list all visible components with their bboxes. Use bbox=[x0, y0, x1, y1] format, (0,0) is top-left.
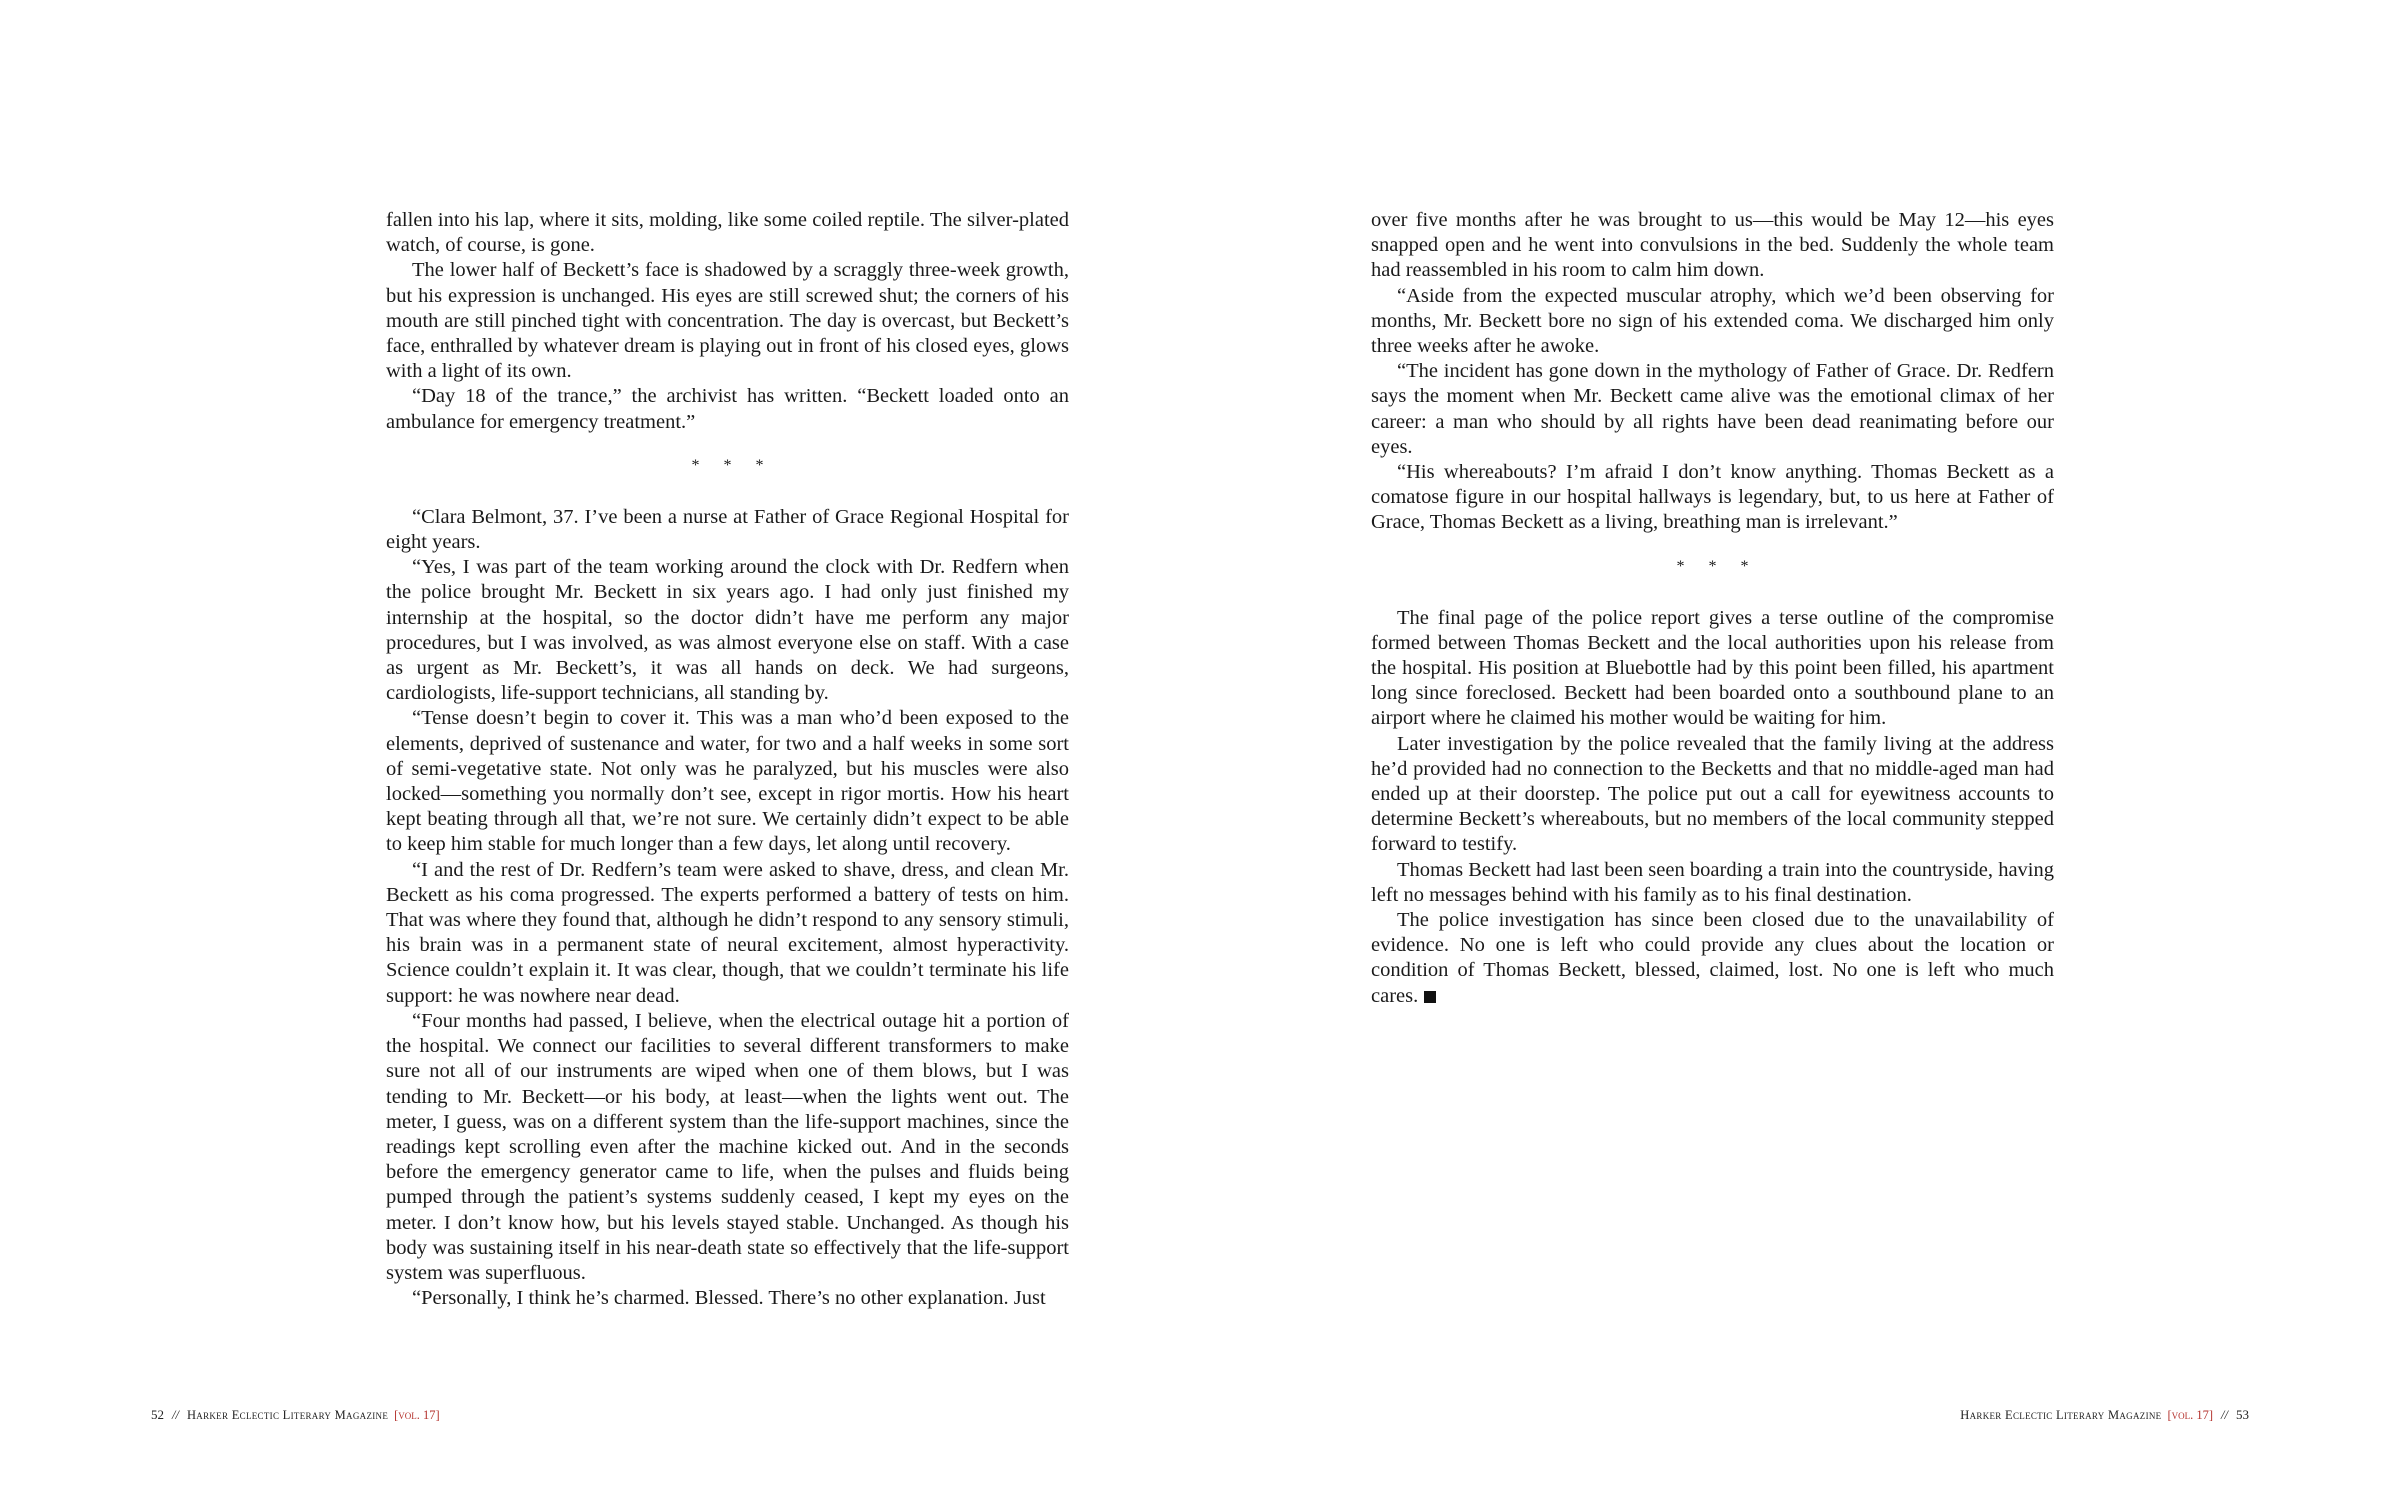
section-break: * * * bbox=[691, 456, 774, 474]
right-text-column bbox=[1371, 208, 2054, 1009]
right-paragraph-7: Thomas Beckett had last been seen boarding a train into the countryside, having left no messages behind with his family as to his final destination. bbox=[1371, 858, 2054, 906]
left-text-column bbox=[386, 208, 1069, 1311]
right-paragraph-1: over five months after he was brought to us—this would be May 12—his eyes snapped open and he went into convulsions in the bed. Suddenly the whole team had reassembled in his room to calm him down. bbox=[1371, 209, 2054, 282]
left-paragraph-5: “Yes, I was part of the team working around the clock with Dr. Redfern when the police brought Mr. Beckett in six years ago. I had only just finished my internship at the hospital, so the doctor didn’t have me perform any major procedures, but I was involved, as was almost everyone else on staff. With a case as urgent as Mr. Beckett’s, it was all hands on deck. We had surgeons, cardiologists, life-support technicians, all standing by. bbox=[386, 556, 1069, 705]
right-paragraph-5: The final page of the police report gives a terse outline of the compromise formed between Thomas Beckett and the local authorities upon his release from the hospital. His position at Bluebottle had by this point been filled, his apartment long since foreclosed. Beckett had been boarded onto a southbound plane to an airport where he claimed his mother would be waiting for him. bbox=[1371, 606, 2054, 730]
section-break: * * * bbox=[1676, 557, 1759, 575]
left-paragraph-3: “Day 18 of the trance,” the archivist has written. “Beckett loaded onto an ambulance for emergency treatment.” bbox=[386, 385, 1069, 433]
right-paragraph-4: “His whereabouts? I’m afraid I don’t know anything. Thomas Beckett as a comatose figure in our hospital hallways is legendary, but, to us here at Father of Grace, Thomas Beckett as a living, breathing man is irrelevant.” bbox=[1371, 461, 2054, 534]
left-paragraph-7: “I and the rest of Dr. Redfern’s team were asked to shave, dress, and clean Mr. Beckett as his coma progressed. The experts performed a battery of tests on him. That was where they found that, although he didn’t respond to any sensory stimuli, his brain was in a permanent state of neural excitement, almost hyperactivity. Science couldn’t explain it. It was clear, though, that we couldn’t terminate his life support: he was nowhere near dead. bbox=[386, 858, 1069, 1007]
right-paragraph-8 bbox=[1371, 908, 2054, 1009]
right-page bbox=[1200, 0, 2400, 1500]
right-paragraph-2: “Aside from the expected muscular atrophy, which we’d been observing for months, Mr. Beckett bore no sign of his extended coma. We discharged him only three weeks after he awoke. bbox=[1371, 284, 2054, 358]
left-paragraph-9: “Personally, I think he’s charmed. Blessed. There’s no other explanation. Just bbox=[412, 1287, 1046, 1310]
right-paragraph-6: Later investigation by the police revealed that the family living at the address he’d provided had no connection to the Becketts and that no middle-aged man had ended up at their doorstep. The police put out a call for eyewitness accounts to determine Beckett’s whereabouts, but no members of the local community stepped forward to testify. bbox=[1371, 732, 2054, 856]
folio-separator: // bbox=[2221, 1408, 2228, 1422]
left-paragraph-8: “Four months had passed, I believe, when the electrical outage hit a portion of the hospital. We connect our facilities to several different transformers to make sure not all of our instruments are wiped when one of them blows, but I was tending to Mr. Beckett—or his body, at least—when the lights went out. The meter, I guess, was on a different system than the life-support machines, since the readings kept scrolling even after the machine kicked out. And in the seconds before the emergency generator came to life, when the pulses and fluids being pumped through the patient’s systems suddenly ceased, I kept my eyes on the meter. I don’t know how, but his levels stayed stable. Unchanged. As though his body was sustaining itself in his near-death state so effectively that the life-support system was superfluous. bbox=[386, 1009, 1069, 1284]
left-paragraph-1: fallen into his lap, where it sits, molding, like some coiled reptile. The silver-plated watch, of course, is gone. bbox=[386, 209, 1069, 257]
volume-label: [vol. 17] bbox=[2167, 1408, 2214, 1422]
right-folio bbox=[1960, 1407, 2249, 1423]
right-paragraph-3: “The incident has gone down in the mythology of Father of Grace. Dr. Redfern says the moment when Mr. Beckett came alive was the emotional climax of her career: a man who should by all rights have been dead reanimating before our eyes. bbox=[1371, 360, 2054, 458]
folio-separator: // bbox=[172, 1408, 179, 1422]
end-mark-icon bbox=[1424, 991, 1436, 1003]
left-folio bbox=[151, 1407, 440, 1423]
magazine-title: Harker Eclectic Literary Magazine bbox=[1960, 1408, 2162, 1422]
volume-label: [vol. 17] bbox=[394, 1408, 440, 1422]
left-paragraph-2: The lower half of Beckett’s face is shadowed by a scraggly three-week growth, but his expression is unchanged. His eyes are still screwed shut; the corners of his mouth are still pinched tight with concentration. The day is overcast, but Beckett’s face, enthralled by whatever dream is playing out in front of his closed eyes, glows with a light of its own. bbox=[386, 259, 1069, 383]
magazine-title: Harker Eclectic Literary Magazine bbox=[186, 1408, 389, 1422]
page-number: 53 bbox=[2236, 1407, 2249, 1422]
page-number: 52 bbox=[151, 1407, 164, 1422]
left-paragraph-6: “Tense doesn’t begin to cover it. This was a man who’d been exposed to the elements, deprived of sustenance and water, for two and a half weeks in some sort of semi-vegetative state. Not only was he paralyzed, but his muscles were also locked—something you normally don’t see, except in rigor mortis. How his heart kept beating through all that, we’re not sure. We certainly didn’t expect to be able to keep him stable for much longer than a few days, let along until recovery. bbox=[386, 707, 1069, 856]
left-paragraph-4: “Clara Belmont, 37. I’ve been a nurse at Father of Grace Regional Hospital for eight years. bbox=[386, 505, 1069, 554]
right-paragraph-8-text: The police investigation has since been closed due to the unavailability of evidence. No one is left who could provide any clues about the location or condition of Thomas Beckett, blessed, claimed, lost. No one is left who much cares. bbox=[1371, 909, 2054, 1007]
